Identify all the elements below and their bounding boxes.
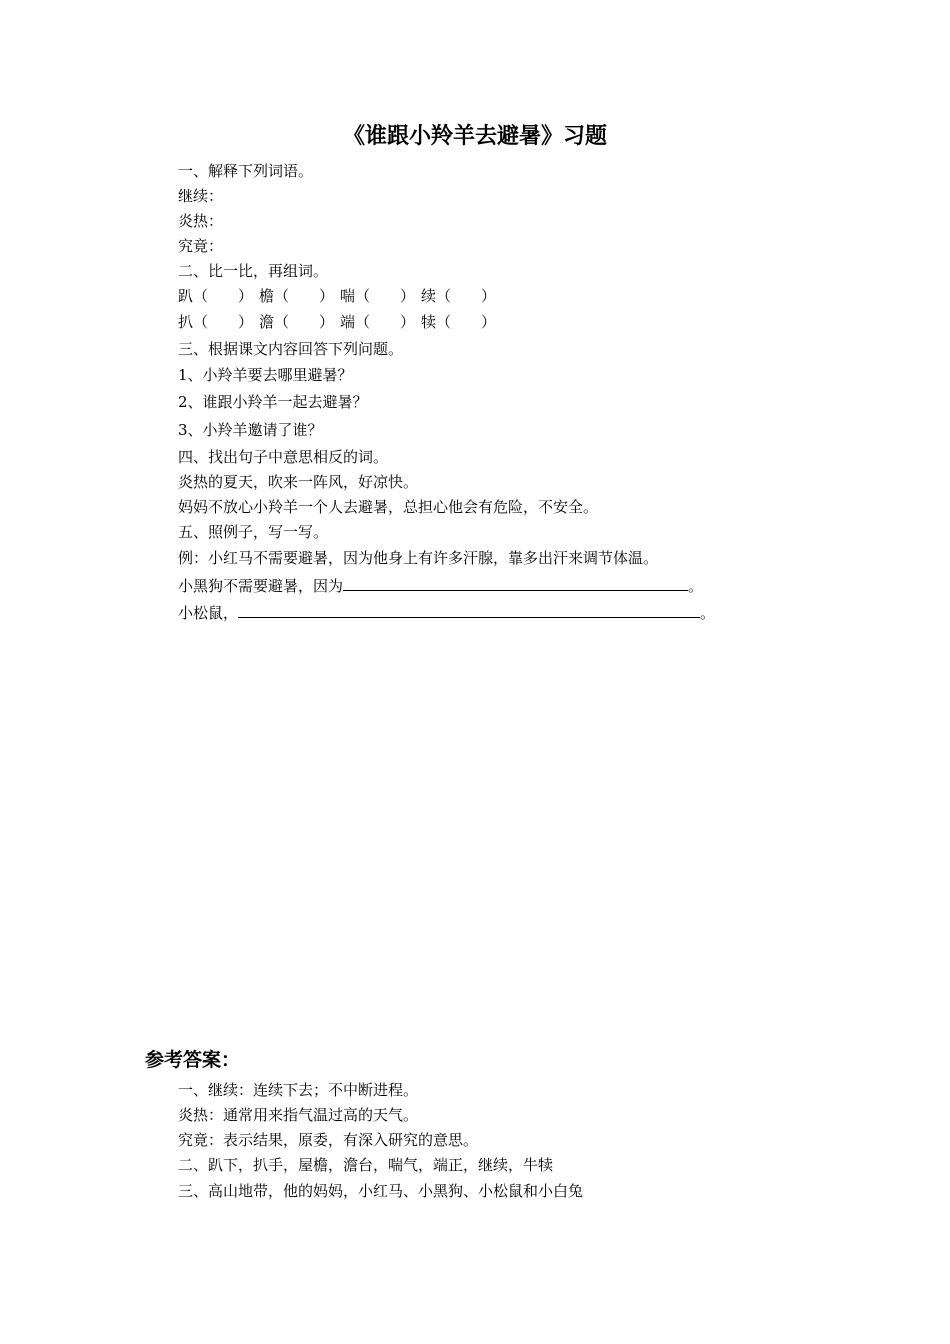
compare-row-1 bbox=[178, 286, 502, 306]
compare-item: 趴（ ） bbox=[178, 287, 254, 305]
answer-line: 炎热：通常用来指气温过高的天气。 bbox=[178, 1106, 419, 1124]
answer-blank[interactable] bbox=[238, 601, 700, 618]
vocab-item-jiujing: 究竟： bbox=[178, 237, 224, 255]
prompt-text: 小黑狗不需要避暑，因为 bbox=[178, 577, 344, 595]
compare-item: 檐（ ） bbox=[259, 287, 335, 305]
sentence-2: 妈妈不放心小羚羊一个人去避暑，总担心他会有危险，不安全。 bbox=[178, 498, 599, 516]
answer-line: 究竟：表示结果，原委，有深入研究的意思。 bbox=[178, 1131, 479, 1149]
vocab-item-jixu: 继续： bbox=[178, 187, 224, 205]
compare-item: 扒（ ） bbox=[178, 313, 254, 331]
compare-item: 喘（ ） bbox=[340, 287, 416, 305]
example-sentence: 例：小红马不需要避暑，因为他身上有许多汗腺，靠多出汗来调节体温。 bbox=[178, 549, 659, 567]
answer-line: 三、高山地带，他的妈妈，小红马、小黑狗、小松鼠和小白兔 bbox=[178, 1182, 584, 1200]
answers-heading: 参考答案： bbox=[145, 1049, 241, 1071]
end-mark: 。 bbox=[688, 577, 704, 595]
answer-line: 二、趴下，扒手，屋檐，澹台，喘气，端正，继续，牛犊 bbox=[178, 1156, 554, 1174]
sentence-1: 炎热的夏天，吹来一阵风，好凉快。 bbox=[178, 473, 419, 491]
section1-heading: 一、解释下列词语。 bbox=[178, 162, 314, 180]
fill-in-line-1 bbox=[178, 574, 703, 596]
section4-heading: 四、找出句子中意思相反的词。 bbox=[178, 448, 389, 466]
question-2: 2、谁跟小羚羊一起去避暑？ bbox=[178, 393, 368, 411]
question-1: 1、小羚羊要去哪里避暑？ bbox=[178, 366, 353, 384]
end-mark: 。 bbox=[700, 604, 716, 622]
prompt-text: 小松鼠， bbox=[178, 604, 239, 622]
compare-item: 澹（ ） bbox=[259, 313, 335, 331]
document-title: 《谁跟小羚羊去避暑》习题 bbox=[342, 124, 607, 149]
compare-row-2 bbox=[178, 312, 502, 332]
answer-blank[interactable] bbox=[343, 574, 688, 591]
compare-item: 端（ ） bbox=[340, 313, 416, 331]
compare-item: 续（ ） bbox=[421, 287, 497, 305]
section3-heading: 三、根据课文内容回答下列问题。 bbox=[178, 340, 404, 358]
vocab-item-yanre: 炎热： bbox=[178, 212, 224, 230]
question-3: 3、小羚羊邀请了谁？ bbox=[178, 421, 323, 439]
section5-heading: 五、照例子，写一写。 bbox=[178, 523, 329, 541]
fill-in-line-2 bbox=[178, 601, 715, 623]
compare-item: 犊（ ） bbox=[421, 313, 497, 331]
section2-heading: 二、比一比，再组词。 bbox=[178, 262, 329, 280]
answer-line: 一、继续：连续下去；不中断进程。 bbox=[178, 1081, 419, 1099]
